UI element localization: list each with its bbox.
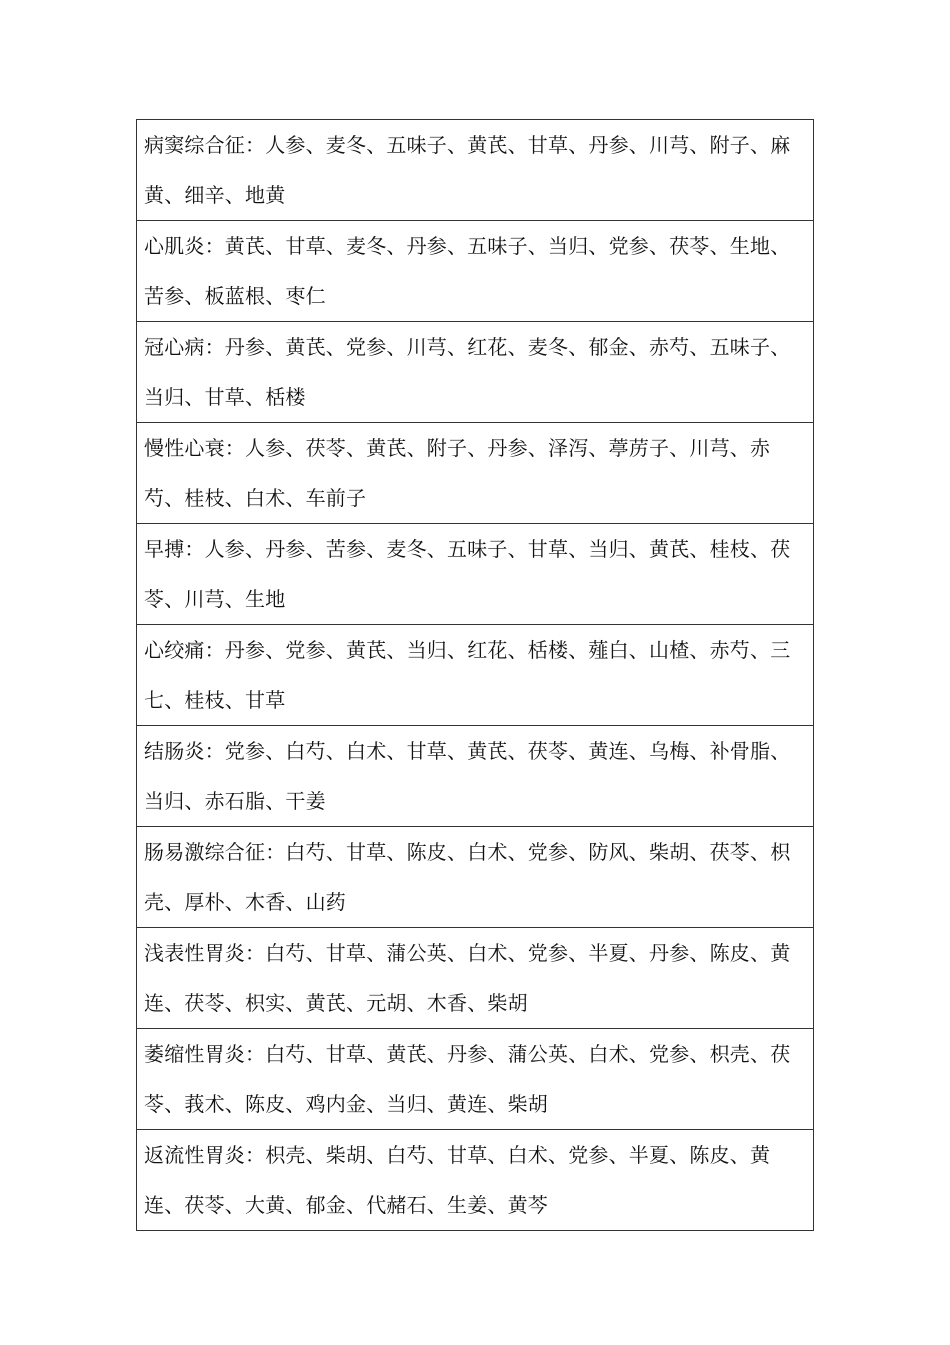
cell-text: 肠易激综合征：白芍、甘草、陈皮、白术、党参、防风、柴胡、茯苓、枳壳、厚朴、木香、山药 [144,840,791,914]
table-row [137,1029,814,1130]
table-row [137,221,814,322]
cell-text: 返流性胃炎：枳壳、柴胡、白芍、甘草、白术、党参、半夏、陈皮、黄连、茯苓、大黄、郁金、代赭石、生姜、黄芩 [144,1143,771,1217]
herb-prescription-table [136,119,814,1231]
cell-text: 冠心病：丹参、黄芪、党参、川芎、红花、麦冬、郁金、赤芍、五味子、当归、甘草、栝楼 [144,335,791,409]
table-cell [137,423,814,524]
cell-text: 慢性心衰：人参、茯苓、黄芪、附子、丹参、泽泻、葶苈子、川芎、赤芍、桂枝、白术、车前子 [144,436,771,510]
cell-text: 病窦综合征：人参、麦冬、五味子、黄芪、甘草、丹参、川芎、附子、麻黄、细辛、地黄 [144,133,791,207]
table-cell [137,726,814,827]
table-row [137,625,814,726]
cell-text: 萎缩性胃炎：白芍、甘草、黄芪、丹参、蒲公英、白术、党参、枳壳、茯苓、莪术、陈皮、鸡内金、当归、黄连、柴胡 [144,1042,791,1116]
table-row [137,524,814,625]
table-cell [137,928,814,1029]
cell-text: 心绞痛：丹参、党参、黄芪、当归、红花、栝楼、薤白、山楂、赤芍、三七、桂枝、甘草 [144,638,791,712]
cell-text: 早搏：人参、丹参、苦参、麦冬、五味子、甘草、当归、黄芪、桂枝、茯苓、川芎、生地 [144,537,791,611]
cell-text: 结肠炎：党参、白芍、白术、甘草、黄芪、茯苓、黄连、乌梅、补骨脂、当归、赤石脂、干姜 [144,739,791,813]
table-cell [137,120,814,221]
table-row [137,423,814,524]
table-row [137,726,814,827]
table-cell [137,1029,814,1130]
table-row [137,120,814,221]
table-row [137,1130,814,1231]
cell-text: 浅表性胃炎：白芍、甘草、蒲公英、白术、党参、半夏、丹参、陈皮、黄连、茯苓、枳实、黄芪、元胡、木香、柴胡 [144,941,791,1015]
table-row [137,928,814,1029]
table-row [137,322,814,423]
table-cell [137,1130,814,1231]
table-cell [137,221,814,322]
table-cell [137,625,814,726]
table-row [137,827,814,928]
table-cell [137,322,814,423]
table-cell [137,827,814,928]
cell-text: 心肌炎：黄芪、甘草、麦冬、丹参、五味子、当归、党参、茯苓、生地、苦参、板蓝根、枣仁 [144,234,791,308]
table-cell [137,524,814,625]
